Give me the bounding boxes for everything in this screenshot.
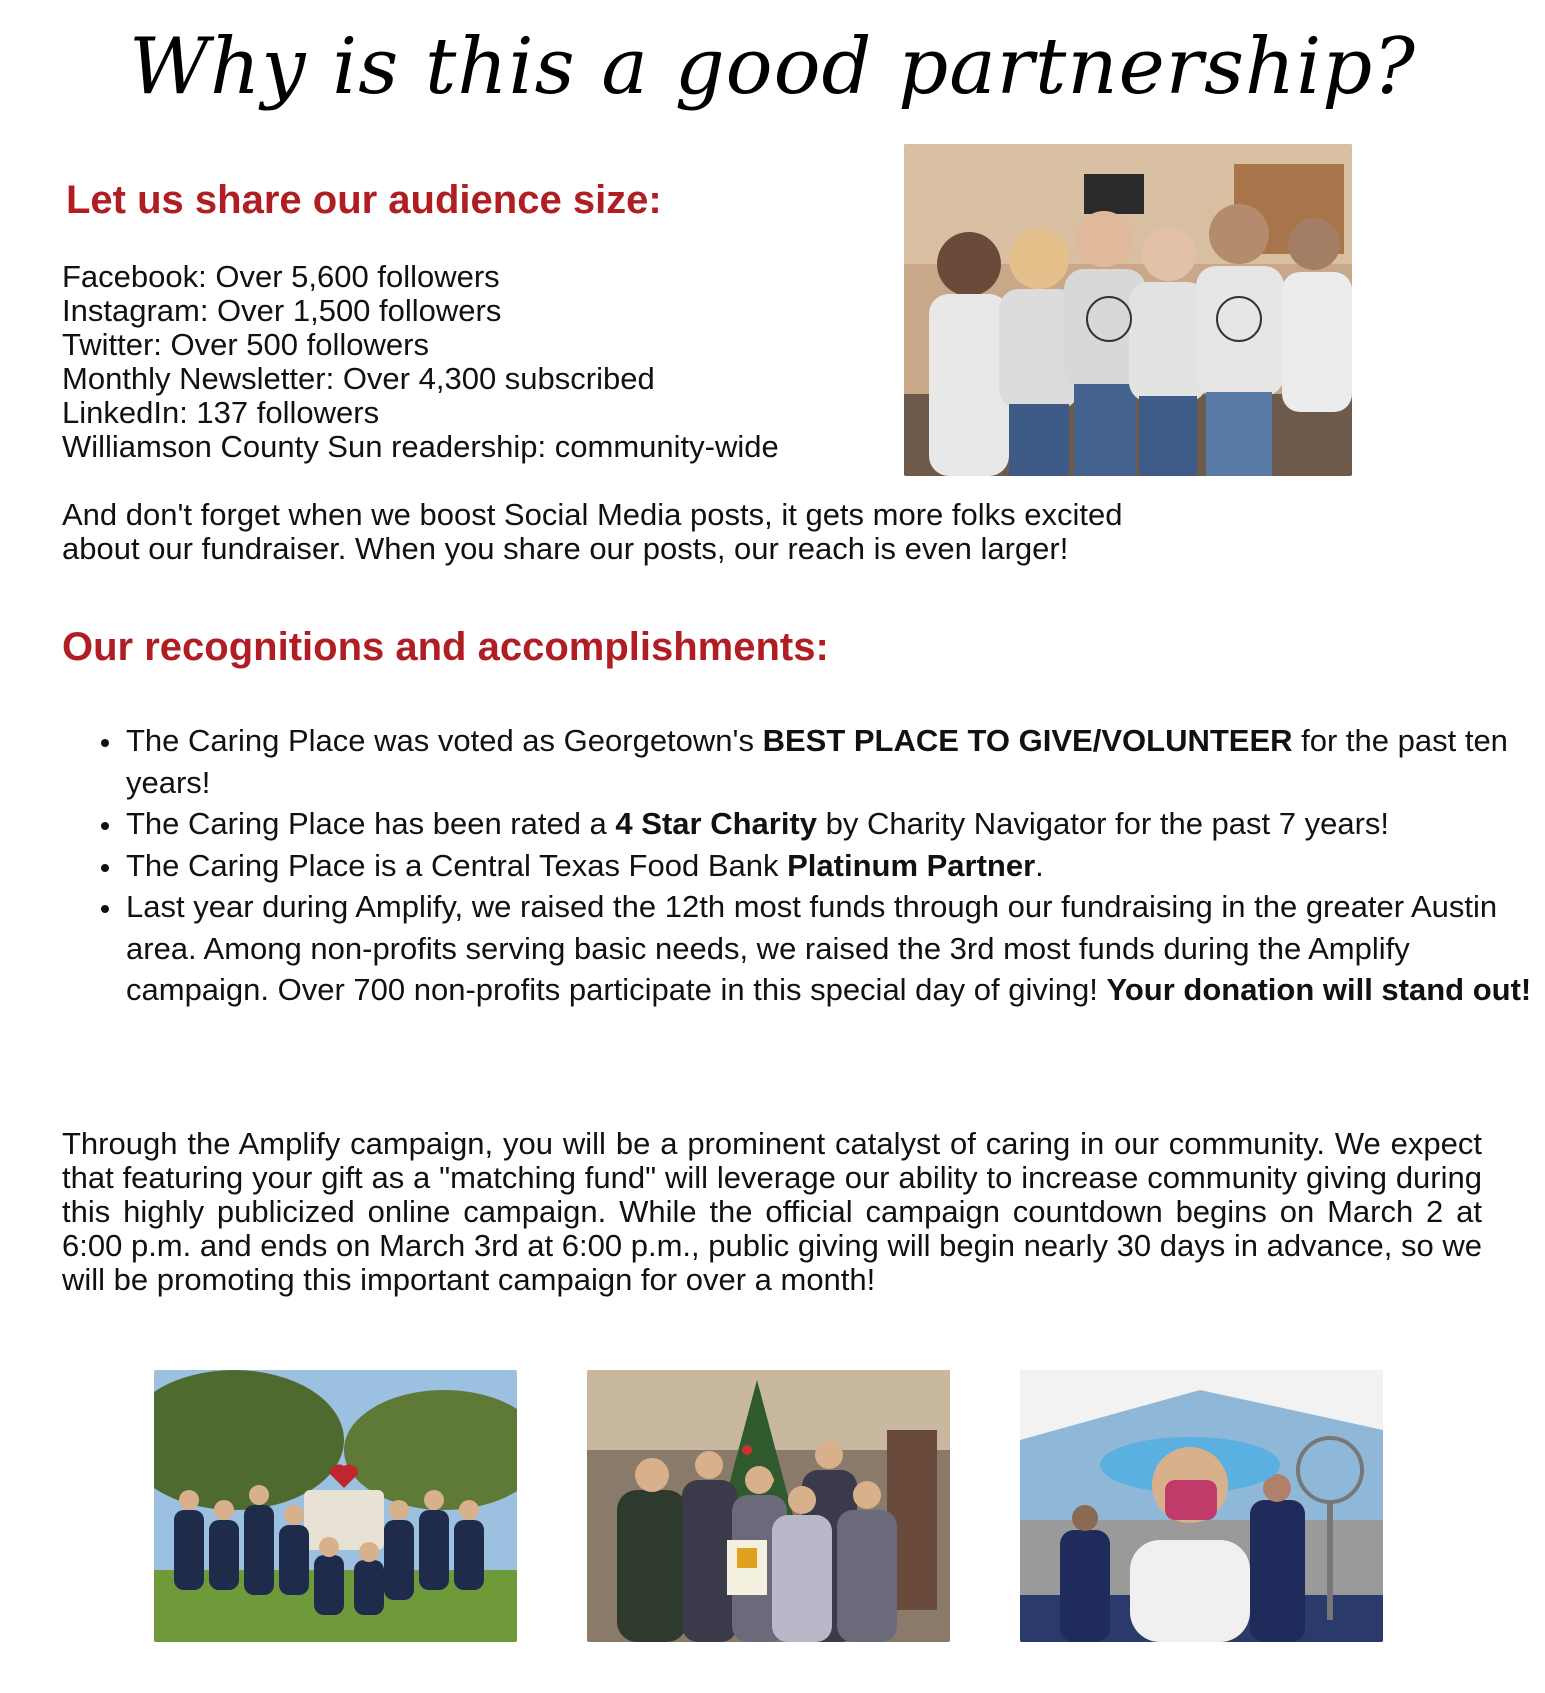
- item-bold-text: Platinum Partner: [787, 847, 1036, 883]
- audience-stats-list: [62, 260, 779, 464]
- audience-heading: Let us share our audience size:: [66, 178, 662, 222]
- recognitions-list: [62, 720, 1544, 1011]
- stat-facebook: Facebook: Over 5,600 followers: [62, 259, 500, 294]
- item-text: .: [1035, 847, 1044, 883]
- holiday-group-photo: [587, 1370, 950, 1642]
- stat-twitter: Twitter: Over 500 followers: [62, 327, 429, 362]
- stat-instagram: Instagram: Over 1,500 followers: [62, 293, 502, 328]
- stat-newsletter: Monthly Newsletter: Over 4,300 subscribed: [62, 361, 655, 396]
- item-bold-text: Your donation will stand out!: [1106, 972, 1532, 1007]
- team-outdoor-photo: [154, 1370, 517, 1642]
- list-item: [124, 803, 1544, 845]
- item-text: Last year during Amplify, we raised the 12th most funds through our fundraising in the greater Austin area. Among non-profits serving basic needs, we raised the 3rd most funds during the Amplify campaign. Over 700 non-profits participate in this special day of giving!: [126, 889, 1498, 1007]
- item-text: The Caring Place has been rated a: [126, 806, 616, 841]
- closing-paragraph: Through the Amplify campaign, you will be a prominent catalyst of caring in our community. We expect that featuring your gift as a "matching fund" will leverage our ability to increase community giving during this highly publicized online campaign. While the official campaign countdown begins on March 2 at 6:00 p.m. and ends on March 3rd at 6:00 p.m., public giving will begin nearly 30 days in advance, so we will be promoting this important campaign for over a month!: [62, 1126, 1482, 1297]
- item-bold-text: BEST PLACE TO GIVE/VOLUNTEER: [762, 723, 1293, 758]
- stat-linkedin: LinkedIn: 137 followers: [62, 395, 380, 430]
- list-item: [124, 886, 1544, 1011]
- boost-line-2: about our fundraiser. When you share our posts, our reach is even larger!: [62, 531, 1069, 566]
- item-text: The Caring Place is a Central Texas Food Bank: [126, 847, 788, 883]
- boost-line-1: And don't forget when we boost Social Media posts, it gets more folks excited: [62, 497, 1123, 532]
- stat-williamson-sun: Williamson County Sun readership: community-wide: [62, 429, 779, 464]
- social-boost-note: [62, 498, 1282, 566]
- item-text: by Charity Navigator for the past 7 years!: [817, 806, 1390, 841]
- volunteers-group-photo: [904, 144, 1352, 476]
- item-bold-text: 4 Star Charity: [615, 806, 817, 841]
- item-text: The Caring Place was voted as Georgetown's: [126, 723, 763, 758]
- page-title: Why is this a good partnership?: [129, 22, 1416, 112]
- recognitions-heading: Our recognitions and accomplishments:: [62, 625, 829, 669]
- item-text: for the past ten years!: [126, 723, 1508, 800]
- list-item: [124, 720, 1544, 803]
- list-item: [124, 845, 1544, 887]
- volunteer-selfie-photo: [1020, 1370, 1383, 1642]
